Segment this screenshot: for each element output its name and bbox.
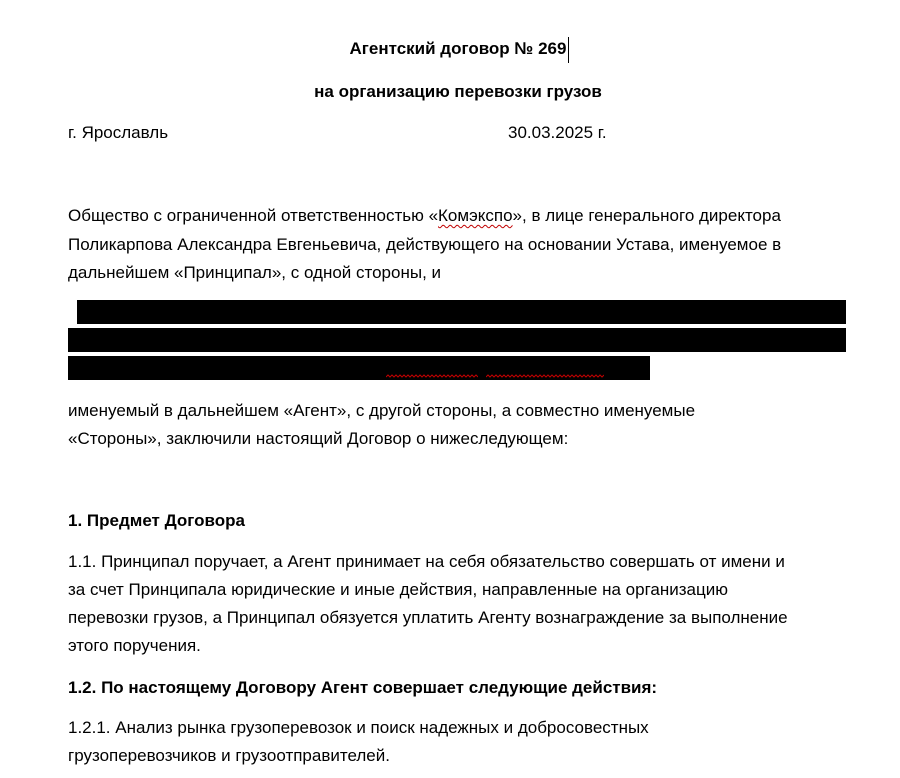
title-text: Агентский договор № 269 (349, 39, 567, 58)
spellcheck-underline-1 (386, 374, 478, 378)
spellcheck-underline-2 (486, 374, 604, 378)
preamble-line-1: Общество с ограниченной ответственностью «Комэкспо», в лице генерального директора (68, 206, 781, 225)
clause-1-2-1-line-2: грузоперевозчиков и грузоотправителей. (68, 746, 390, 765)
clause-1-1-line-2: за счет Принципала юридические и иные действия, направленные на организацию (68, 580, 728, 599)
preamble-line-2: Поликарпова Александра Евгеньевича, действующего на основании Устава, именуемое в (68, 235, 782, 254)
clause-1-1-line-1: 1.1. Принципал поручает, а Агент принимает на себя обязательство совершать от имени и (68, 552, 785, 571)
clause-1-2-heading: 1.2. По настоящему Договору Агент совершает следующие действия: (68, 678, 658, 697)
redaction-bar-2 (68, 328, 846, 352)
agent-clause-line-1: именуемый в дальнейшем «Агент», с другой стороны, а совместно именуемые (68, 401, 696, 420)
preamble-line-3: дальнейшем «Принципал», с одной стороны, и (68, 263, 442, 282)
date: 30.03.2025 г. (508, 123, 607, 142)
text-cursor (568, 37, 569, 63)
clause-1-1-line-4: этого поручения. (68, 636, 201, 655)
clause-1-1-line-3: перевозки грузов, а Принципал обязуется уплатить Агенту вознаграждение за выполнение (68, 608, 788, 627)
agent-clause-line-2: «Стороны», заключили настоящий Договор о нижеследующем: (68, 429, 569, 448)
section-1-heading: 1. Предмет Договора (68, 511, 245, 530)
place: г. Ярославль (68, 123, 169, 142)
clause-1-2-1-line-1: 1.2.1. Анализ рынка грузоперевозок и поиск надежных и добросовестных (68, 718, 649, 737)
redaction-bar-1 (77, 300, 846, 324)
company-name: Комэкспо (438, 206, 513, 225)
document-title (0, 35, 900, 63)
document-subtitle: на организацию перевозки грузов (314, 82, 602, 101)
